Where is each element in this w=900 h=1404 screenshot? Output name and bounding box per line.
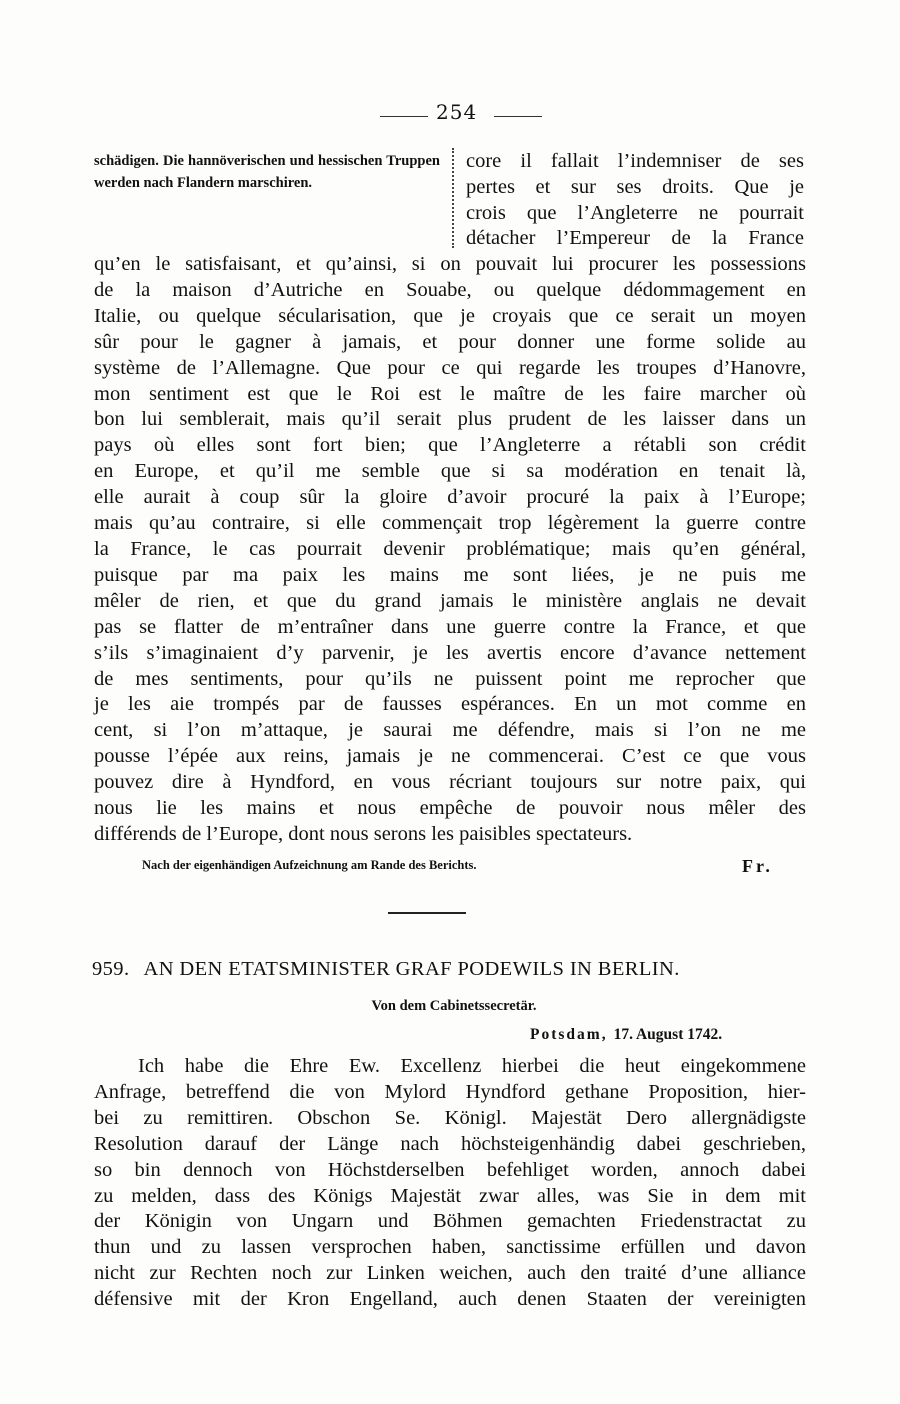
page-number: 254 (436, 100, 478, 124)
document-title: AN DEN ETATSMINISTER GRAF PODEWILS IN BERLIN. (143, 958, 680, 980)
text-line: core il fallait l’indemniser de ses (466, 150, 804, 172)
text-line: bei zu remittiren. Obschon Se. Königl. Majestät Dero allergnädigste (94, 1106, 806, 1129)
body-paragraph (94, 252, 806, 848)
text-line: pas se flatter de m’entraîner dans une guerre contre la France, et que (94, 615, 806, 638)
dateline-date: 17. August 1742. (613, 1026, 723, 1043)
header-rule-left (380, 116, 428, 117)
text-line: pousse l’épée aux reins, jamais je ne commencerai. C’est ce que vous (94, 745, 806, 768)
text-line: zu melden, dass des Königs Majestät zwar alles, was Sie in dem mit (94, 1184, 806, 1207)
text-line: mais qu’au contraire, si elle commençait trop légèrement la guerre contre (94, 512, 806, 535)
text-line: qu’en le satisfaisant, et qu’ainsi, si on pouvait lui procurer les possessions (94, 253, 806, 275)
text-line: différends de l’Europe, dont nous serons les paisibles spectateurs. (94, 822, 633, 845)
section-separator (388, 912, 466, 914)
text-line: Ich habe die Ehre Ew. Excellenz hierbei die heut eingekommene (138, 1055, 806, 1077)
text-line: Anfrage, betreffend die von Mylord Hyndford gethane Proposition, hier- (94, 1080, 806, 1103)
dateline-place: Potsdam, (530, 1026, 608, 1043)
dateline (530, 1026, 722, 1044)
signature: Fr. (742, 856, 773, 876)
text-line: thun und zu lassen versprochen haben, sanctissime erfüllen und davon (94, 1236, 806, 1259)
subheading-text: Von dem Cabinetssecretär. (371, 998, 537, 1014)
text-line: détacher l’Empereur de la France (466, 227, 804, 250)
source-note: Nach der eigenhändigen Aufzeichnung am Rande des Berichts. (142, 858, 477, 872)
text-line: der Königin von Ungarn und Böhmen gemachten Friedenstractat zu (94, 1210, 806, 1233)
text-line: la France, le cas pourrait devenir problématique; mais qu’en général, (94, 537, 806, 560)
header-rule-right (494, 116, 542, 117)
text-line: je les aie trompés par de fausses espérances. En un mot comme en (94, 693, 806, 716)
text-line: nicht zur Rechten noch zur Linken weichen, auch den traité d’une alliance (94, 1262, 806, 1285)
right-column-text (466, 149, 804, 252)
document-number: 959. (92, 958, 130, 980)
text-line: pertes et sur ses droits. Que je (466, 175, 804, 198)
text-line: de mes sentiments, pour qu’ils ne puissent point me reprocher que (94, 667, 806, 690)
document-subheading (0, 998, 900, 1015)
text-line: pays où elles sont fort bien; que l’Angleterre a rétabli son crédit (94, 434, 806, 457)
marginal-note: schädigen. Die hannöverischen und hessischen Truppen werden nach Flandern marschiren. (94, 153, 440, 191)
text-line: so bin dennoch von Höchstderselben befehliget worden, annoch dabei (94, 1158, 806, 1181)
text-line: Italie, ou quelque sécularisation, que je croyais que ce serait un moyen (94, 304, 806, 327)
text-line: s’ils s’imaginaient d’y parvenir, je les avertis encore d’avance nettement (94, 641, 806, 664)
text-line: pouvez dire à Hyndford, en vous récriant toujours sur notre paix, qui (94, 771, 806, 794)
text-line: défensive mit der Kron Engelland, auch denen Staaten der vereinigten (94, 1288, 806, 1311)
text-line: en Europe, et qu’il me semble que si sa modération en tenait là, (94, 460, 806, 483)
text-line: de la maison d’Autriche en Souabe, ou quelque dédommagement en (94, 278, 806, 301)
text-line: mêler de rien, et que du grand jamais le ministère anglais ne devait (94, 589, 806, 612)
text-line: Resolution darauf der Länge nach höchsteigenhändig dabei geschrieben, (94, 1132, 806, 1155)
text-line: sûr pour le gagner à jamais, et pour donner une forme solide au (94, 330, 806, 353)
text-line: bon lui semblerait, mais qu’il serait plus prudent de les laisser dans un (94, 408, 806, 431)
text-line: cent, si l’on m’attaque, je saurai me défendre, mais si l’on ne me (94, 719, 806, 742)
letter-paragraph (94, 1054, 806, 1313)
text-line: mon sentiment est que le Roi est le maître de les faire marcher où (94, 382, 806, 405)
text-line: nous lie les mains et nous empêche de pouvoir nous mêler des (94, 797, 806, 820)
page-header (0, 98, 900, 132)
column-divider (452, 148, 454, 248)
text-line: système de l’Allemagne. Que pour ce qui regarde les troupes d’Hanovre, (94, 356, 806, 379)
text-line: elle aurait à coup sûr la gloire d’avoir procuré la paix à l’Europe; (94, 486, 806, 509)
text-line: crois que l’Angleterre ne pourrait (466, 201, 804, 224)
document-heading (92, 958, 812, 981)
text-line: puisque par ma paix les mains me sont liées, je ne puis me (94, 563, 806, 586)
